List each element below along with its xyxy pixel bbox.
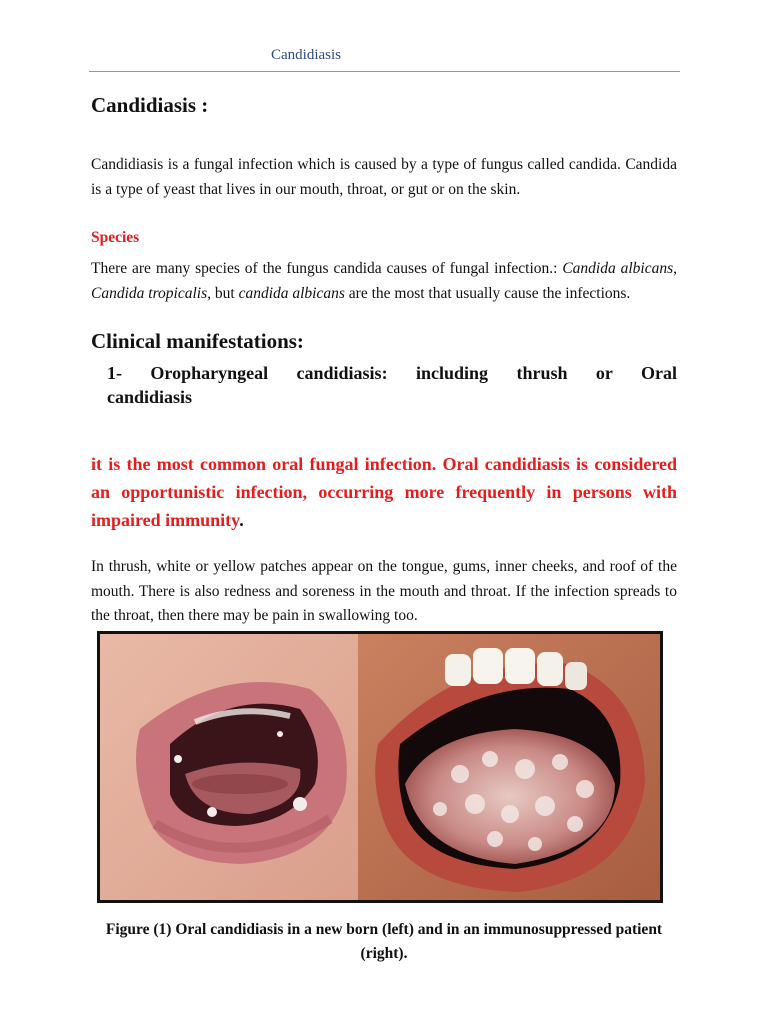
clinical-heading: Clinical manifestations: (91, 329, 304, 353)
oropharyngeal-subheading: 1- Oropharyngeal candidiasis: including thrush or Oral (107, 363, 677, 383)
species-label: Species (91, 229, 140, 246)
adult-mouth-image (358, 634, 660, 900)
oral-candidiasis-figure (97, 631, 663, 903)
figure-illustration (100, 634, 660, 900)
thrush-paragraph: In thrush, white or yellow patches appear on the tongue, gums, inner cheeks, and roof of the mouth. There is also redness and soreness in the mouth and throat. If the infection spreads to the throat, then there may be pain in swallowing too. (91, 558, 677, 624)
species-text-before: There are many species of the fungus candida causes of fungal infection.: (91, 260, 563, 277)
species-separator: but (211, 284, 239, 302)
highlight-period: . (239, 510, 244, 530)
highlight-paragraph (91, 450, 677, 534)
running-header: Candidiasis (271, 47, 341, 63)
species-text-after: are the most that usually cause the infections. (344, 284, 631, 302)
species-name-albicans-2: candida albicans (238, 284, 345, 302)
species-name-albicans: Candida albicans (562, 260, 674, 277)
newborn-mouth-image (100, 634, 358, 900)
highlight-text: it is the most common oral fungal infection. Oral candidiasis is considered an opportunistic infection, occurring more frequently in persons with impaired immunity (91, 454, 677, 530)
species-separator: , (673, 260, 677, 277)
oropharyngeal-subheading-cont: candidiasis (107, 387, 193, 407)
species-name-tropicalis: Candida tropicalis, (91, 284, 211, 302)
header-rule (89, 71, 680, 72)
species-paragraph (91, 257, 677, 306)
figure-caption: Figure (1) Oral candidiasis in a new born (left) and in an immunosuppressed patient (right). (105, 921, 663, 962)
intro-paragraph: Candidiasis is a fungal infection which is caused by a type of fungus called candida. Candida is a type of yeast that lives in our mouth, throat, or gut or on the skin. (91, 156, 677, 198)
page-title: Candidiasis : (91, 93, 209, 117)
